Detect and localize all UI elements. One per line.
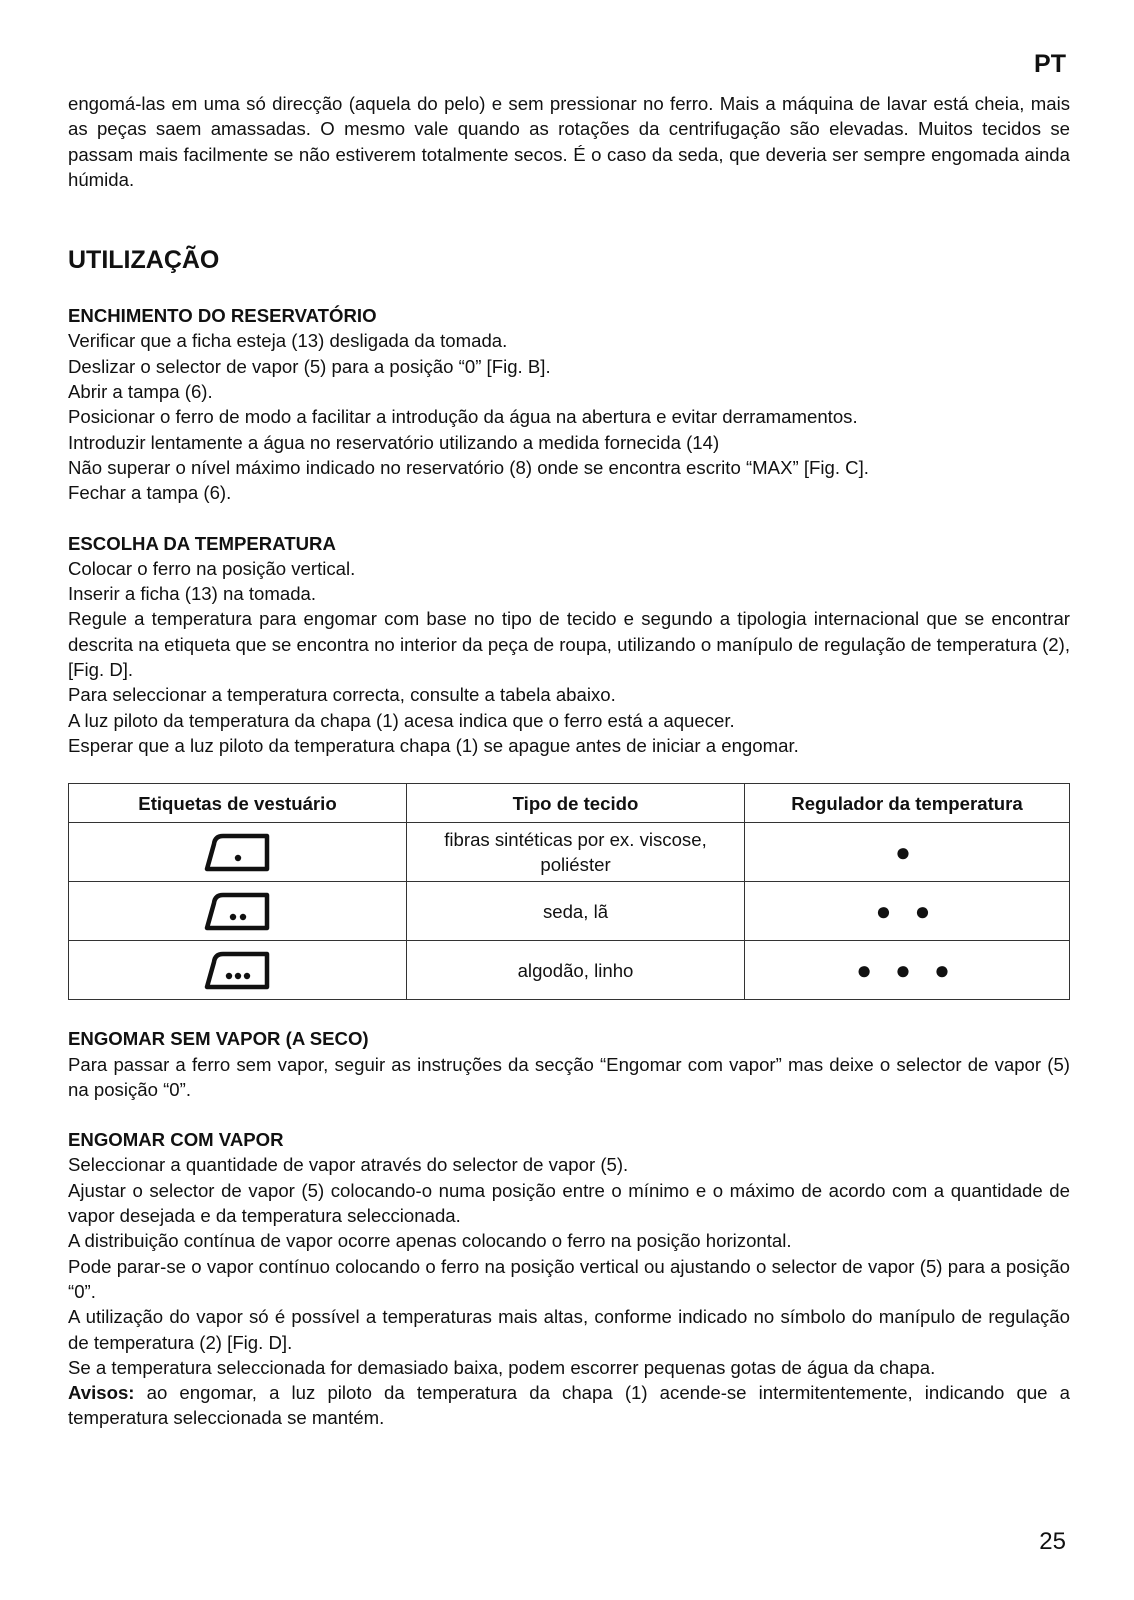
fabric-type-cell: fibras sintéticas por ex. viscose, poliéster bbox=[407, 823, 745, 882]
line: Fechar a tampa (6). bbox=[68, 482, 232, 504]
line: Esperar que a luz piloto da temperatura chapa (1) se apague antes de iniciar a engomar. bbox=[68, 734, 799, 756]
temperature-dots: ● ● ● bbox=[745, 941, 1070, 1000]
line: Não superar o nível máximo indicado no reservatório (8) onde se encontra escrito “MAX” [Fig. C]. bbox=[68, 456, 869, 478]
column-header: Tipo de tecido bbox=[407, 784, 745, 823]
line: Abrir a tampa (6). bbox=[68, 381, 213, 403]
line: Deslizar o selector de vapor (5) para a posição “0” [Fig. B]. bbox=[68, 355, 551, 377]
paragraph: Para passar a ferro sem vapor, seguir as instruções da secção “Engomar com vapor” mas deixe o selector de vapor (5) na posição “0”. bbox=[68, 1053, 1070, 1100]
iron-3-dots-icon bbox=[203, 949, 273, 991]
line: Introduzir lentamente a água no reservatório utilizando a medida fornecida (14) bbox=[68, 431, 720, 453]
line: Regule a temperatura para engomar com base no tipo de tecido e segundo a tipologia internacional que se encontrar descrita na etiqueta que se encontra no interior da peça de roupa, utilizando o manípulo de regulação de temperatura (2), [Fig. D]. bbox=[68, 608, 1070, 681]
garment-label-cell bbox=[69, 882, 407, 941]
warning-paragraph bbox=[68, 1380, 1070, 1431]
line: Verificar que a ficha esteja (13) desligada da tomada. bbox=[68, 330, 508, 352]
language-code: PT bbox=[1034, 50, 1066, 78]
heading-steam-ironing: ENGOMAR COM VAPOR bbox=[68, 1129, 284, 1151]
iron-1-dot-icon bbox=[203, 831, 273, 873]
page-number: 25 bbox=[1039, 1528, 1066, 1555]
fabric-type-cell: algodão, linho bbox=[407, 941, 745, 1000]
line: Posicionar o ferro de modo a facilitar a introdução da água na abertura e evitar derramamentos. bbox=[68, 406, 858, 428]
line: A distribuição contínua de vapor ocorre apenas colocando o ferro na posição horizontal. bbox=[68, 1230, 792, 1252]
temperature-table bbox=[68, 783, 1070, 1000]
iron-2-dots-icon bbox=[203, 890, 273, 932]
line: Inserir a ficha (13) na tomada. bbox=[68, 583, 317, 605]
line: Para seleccionar a temperatura correcta, consulte a tabela abaixo. bbox=[68, 684, 616, 706]
column-header: Etiquetas de vestuário bbox=[69, 784, 407, 823]
warning-label: Avisos: bbox=[68, 1382, 135, 1404]
garment-label-cell bbox=[69, 823, 407, 882]
line: Pode parar-se o vapor contínuo colocando o ferro na posição vertical ou ajustando o selector de vapor (5) para a posição “0”. bbox=[68, 1255, 1070, 1302]
column-header: Regulador da temperatura bbox=[745, 784, 1070, 823]
table-row bbox=[69, 941, 1070, 1000]
intro-paragraph: engomá-las em uma só direcção (aquela do pelo) e sem pressionar no ferro. Mais a máquina de lavar está cheia, mais as peças saem amassadas. O mesmo vale quando as rotações da centrifugação são elevadas. Muitos tecidos se passam mais facilmente se não estiverem totalmente secos. É o caso da seda, que deveria ser sempre engomada ainda húmida. bbox=[68, 93, 1070, 190]
fabric-type-cell: seda, lã bbox=[407, 882, 745, 941]
page-content bbox=[68, 91, 1070, 1431]
line: Seleccionar a quantidade de vapor através do selector de vapor (5). bbox=[68, 1154, 629, 1176]
line: Ajustar o selector de vapor (5) colocando-o numa posição entre o mínimo e o máximo de acordo com a quantidade de vapor desejada e da temperatura seleccionada. bbox=[68, 1179, 1070, 1227]
temperature-dots: ● ● bbox=[745, 882, 1070, 941]
heading-filling-reservoir: ENCHIMENTO DO RESERVATÓRIO bbox=[68, 305, 377, 327]
heading-dry-ironing: ENGOMAR SEM VAPOR (A SECO) bbox=[68, 1028, 369, 1050]
table-row bbox=[69, 882, 1070, 941]
table-header-row bbox=[69, 784, 1070, 823]
temperature-dots: ● bbox=[745, 823, 1070, 882]
line: Colocar o ferro na posição vertical. bbox=[68, 557, 356, 579]
section-title: UTILIZAÇÃO bbox=[68, 246, 220, 275]
table-row bbox=[69, 823, 1070, 882]
line: A luz piloto da temperatura da chapa (1) acesa indica que o ferro está a aquecer. bbox=[68, 709, 735, 731]
heading-temperature-choice: ESCOLHA DA TEMPERATURA bbox=[68, 532, 336, 554]
garment-label-cell bbox=[69, 941, 407, 1000]
warning-text: ao engomar, a luz piloto da temperatura da chapa (1) acende-se intermitentemente, indicando que a temperatura seleccionada se mantém. bbox=[68, 1382, 1070, 1429]
line: A utilização do vapor só é possível a temperaturas mais altas, conforme indicado no símbolo do manípulo de regulação de temperatura (2) [Fig. D]. bbox=[68, 1306, 1070, 1353]
line: Se a temperatura seleccionada for demasiado baixa, podem escorrer pequenas gotas de água da chapa. bbox=[68, 1356, 936, 1378]
